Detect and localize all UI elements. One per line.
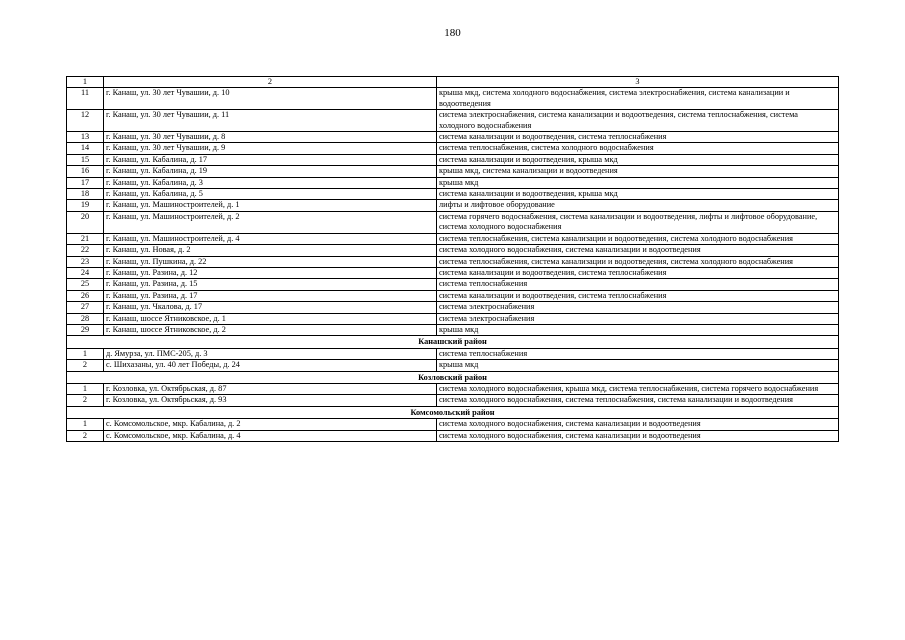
table-row (67, 166, 839, 177)
column-number-row (67, 77, 839, 88)
works-cell: система канализации и водоотведения, система теплоснабжения (437, 132, 839, 143)
works-cell: система холодного водоснабжения, крыша мкд, система теплоснабжения, система горячего водоснабжения (437, 383, 839, 394)
row-number-cell: 17 (67, 177, 104, 188)
row-number-cell: 16 (67, 166, 104, 177)
table-row (67, 430, 839, 441)
address-cell: г. Козловка, ул. Октябрьская, д. 93 (104, 395, 437, 406)
row-number-cell: 1 (67, 348, 104, 359)
row-number-cell: 12 (67, 110, 104, 132)
works-cell: система канализации и водоотведения, система теплоснабжения (437, 267, 839, 278)
table-row (67, 395, 839, 406)
row-number-cell: 27 (67, 302, 104, 313)
address-cell: г. Канаш, ул. Кабалина, д. 5 (104, 189, 437, 200)
row-number-cell: 2 (67, 360, 104, 371)
works-cell: система холодного водоснабжения, система канализации и водоотведения (437, 419, 839, 430)
address-cell: г. Канаш, ул. 30 лет Чувашии, д. 10 (104, 88, 437, 110)
row-number-cell: 25 (67, 279, 104, 290)
address-cell: с. Комсомольское, мкр. Кабалина, д. 4 (104, 430, 437, 441)
table-row (67, 324, 839, 335)
column-number-3: 3 (437, 77, 839, 88)
table-row (67, 348, 839, 359)
district-title: Комсомольский район (67, 406, 839, 418)
address-cell: г. Канаш, ул. Разина, д. 17 (104, 290, 437, 301)
works-cell: крыша мкд, система холодного водоснабжения, система электроснабжения, система канализации и водоотведения (437, 88, 839, 110)
table-row (67, 360, 839, 371)
row-number-cell: 20 (67, 211, 104, 233)
address-cell: г. Канаш, ул. Разина, д. 12 (104, 267, 437, 278)
works-cell: система электроснабжения (437, 302, 839, 313)
district-title: Козловский район (67, 371, 839, 383)
row-number-cell: 24 (67, 267, 104, 278)
address-cell: г. Канаш, шоссе Ятниковское, д. 2 (104, 324, 437, 335)
works-cell: система холодного водоснабжения, система канализации и водоотведения (437, 245, 839, 256)
district-header-row (67, 336, 839, 348)
table-row (67, 245, 839, 256)
address-cell: г. Канаш, ул. Пушкина, д. 22 (104, 256, 437, 267)
works-cell: система канализации и водоотведения, крыша мкд (437, 154, 839, 165)
district-title: Канашский район (67, 336, 839, 348)
row-number-cell: 1 (67, 419, 104, 430)
works-cell: система теплоснабжения, система канализации и водоотведения, система холодного водоснабжения (437, 233, 839, 244)
works-cell: система холодного водоснабжения, система теплоснабжения, система канализации и водоотведения (437, 395, 839, 406)
address-cell: г. Канаш, ул. Кабалина, д. 3 (104, 177, 437, 188)
row-number-cell: 14 (67, 143, 104, 154)
works-cell: система теплоснабжения, система канализации и водоотведения, система холодного водоснабжения (437, 256, 839, 267)
table-row (67, 200, 839, 211)
column-number-1: 1 (67, 77, 104, 88)
works-cell: крыша мкд (437, 324, 839, 335)
row-number-cell: 11 (67, 88, 104, 110)
works-cell: система горячего водоснабжения, система канализации и водоотведения, лифты и лифтовое оборудование, система холодного водоснабжения (437, 211, 839, 233)
row-number-cell: 1 (67, 383, 104, 394)
works-cell: система канализации и водоотведения, система теплоснабжения (437, 290, 839, 301)
row-number-cell: 23 (67, 256, 104, 267)
row-number-cell: 2 (67, 395, 104, 406)
table-row (67, 383, 839, 394)
address-cell: г. Канаш, ул. Разина, д. 15 (104, 279, 437, 290)
works-cell: система теплоснабжения (437, 279, 839, 290)
table-row (67, 211, 839, 233)
row-number-cell: 21 (67, 233, 104, 244)
table-row (67, 177, 839, 188)
row-number-cell: 15 (67, 154, 104, 165)
address-cell: г. Канаш, ул. 30 лет Чувашии, д. 8 (104, 132, 437, 143)
row-number-cell: 26 (67, 290, 104, 301)
works-cell: система электроснабжения, система канализации и водоотведения, система теплоснабжения, система холодного водоснабжения (437, 110, 839, 132)
works-cell: система электроснабжения (437, 313, 839, 324)
works-cell: крыша мкд (437, 360, 839, 371)
address-cell: с. Шихазаны, ул. 40 лет Победы, д. 24 (104, 360, 437, 371)
address-cell: г. Канаш, ул. 30 лет Чувашии, д. 11 (104, 110, 437, 132)
district-header-row (67, 406, 839, 418)
works-cell: система канализации и водоотведения, крыша мкд (437, 189, 839, 200)
address-cell: г. Канаш, ул. 30 лет Чувашии, д. 9 (104, 143, 437, 154)
table-row (67, 290, 839, 301)
table-row (67, 313, 839, 324)
row-number-cell: 22 (67, 245, 104, 256)
works-cell: система холодного водоснабжения, система канализации и водоотведения (437, 430, 839, 441)
address-cell: г. Канаш, ул. Кабалина, д. 17 (104, 154, 437, 165)
address-cell: д. Ямурза, ул. ПМС-205, д. 3 (104, 348, 437, 359)
table-row (67, 189, 839, 200)
works-cell: крыша мкд, система канализации и водоотведения (437, 166, 839, 177)
table-row (67, 233, 839, 244)
row-number-cell: 18 (67, 189, 104, 200)
row-number-cell: 2 (67, 430, 104, 441)
works-cell: крыша мкд (437, 177, 839, 188)
table-row (67, 143, 839, 154)
address-cell: г. Канаш, шоссе Ятниковское, д. 1 (104, 313, 437, 324)
works-cell: система теплоснабжения, система холодного водоснабжения (437, 143, 839, 154)
address-cell: г. Канаш, ул. Новая, д. 2 (104, 245, 437, 256)
works-cell: система теплоснабжения (437, 348, 839, 359)
register-body (67, 77, 839, 442)
row-number-cell: 13 (67, 132, 104, 143)
table-row (67, 279, 839, 290)
row-number-cell: 19 (67, 200, 104, 211)
address-cell: г. Канаш, ул. Машиностроителей, д. 4 (104, 233, 437, 244)
address-cell: с. Комсомольское, мкр. Кабалина, д. 2 (104, 419, 437, 430)
district-header-row (67, 371, 839, 383)
table-row (67, 132, 839, 143)
address-cell: г. Козловка, ул. Октябрьская, д. 87 (104, 383, 437, 394)
works-cell: лифты и лифтовое оборудование (437, 200, 839, 211)
table-row (67, 154, 839, 165)
table-row (67, 419, 839, 430)
table-row (67, 267, 839, 278)
table-row (67, 302, 839, 313)
column-number-2: 2 (104, 77, 437, 88)
repair-register-table (66, 76, 839, 442)
table-row (67, 88, 839, 110)
table-row (67, 110, 839, 132)
address-cell: г. Канаш, ул. Машиностроителей, д. 1 (104, 200, 437, 211)
address-cell: г. Канаш, ул. Кабалина, д. 19 (104, 166, 437, 177)
page-number: 180 (444, 27, 461, 39)
table-row (67, 256, 839, 267)
address-cell: г. Канаш, ул. Машиностроителей, д. 2 (104, 211, 437, 233)
address-cell: г. Канаш, ул. Чкалова, д. 17 (104, 302, 437, 313)
row-number-cell: 28 (67, 313, 104, 324)
row-number-cell: 29 (67, 324, 104, 335)
